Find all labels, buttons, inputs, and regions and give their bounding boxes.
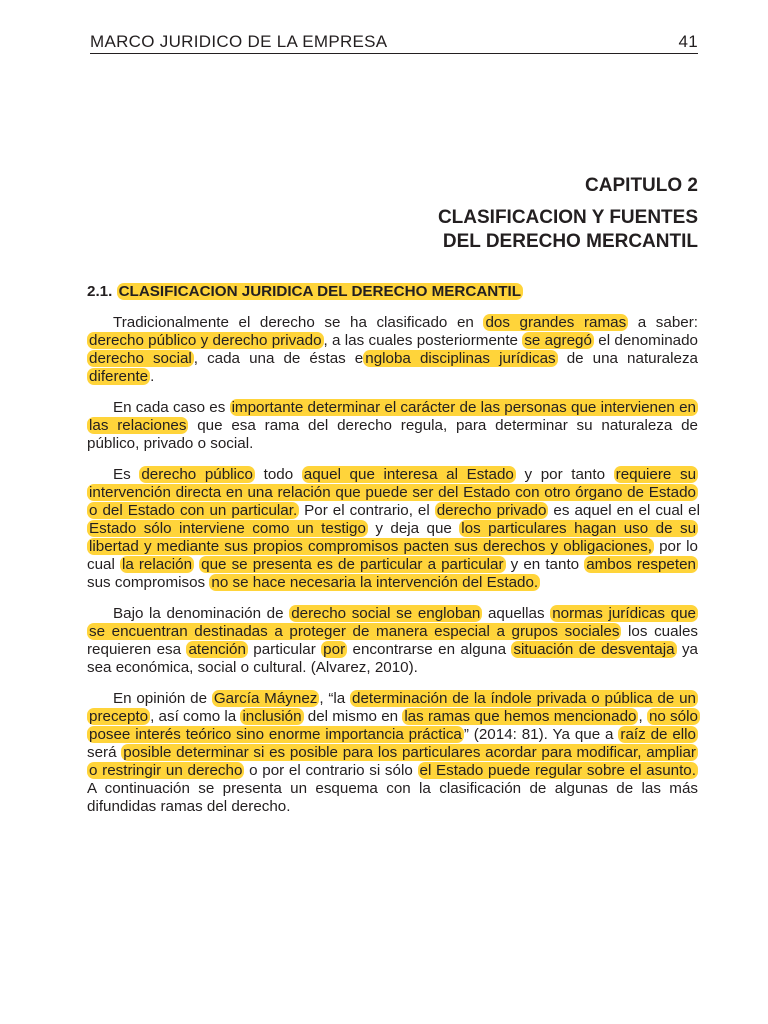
- highlighted-section-title: CLASIFICACION JURIDICA DEL DERECHO MERCANTIL: [118, 283, 522, 300]
- text-run: , así como la: [150, 708, 241, 725]
- highlight: Estado sólo interviene como un testigo: [89, 520, 366, 537]
- highlight: situación de desventaja: [513, 641, 675, 658]
- text-run: ya sea económica, social o cultural. (Alvarez, 2010).: [87, 641, 698, 676]
- highlight: las ramas que hemos mencionado: [404, 708, 637, 725]
- text-run: es aquel en el cual el: [548, 502, 700, 519]
- text-run: y por tanto: [515, 466, 614, 483]
- text-run: del mismo en: [303, 708, 403, 725]
- text-run: Tradicionalmente el derecho se ha clasificado en: [113, 314, 484, 331]
- text-run: ,: [638, 708, 647, 725]
- text-run: de una naturaleza: [557, 350, 698, 367]
- highlight: inclusión: [242, 708, 302, 725]
- highlight: que se presenta es de particular a particular: [201, 556, 504, 573]
- text-run: que esa rama del derecho regula, para determinar su naturaleza de público, privado o social.: [87, 417, 698, 452]
- text-run: A continuación se presenta un esquema con la clasificación de algunas de las más difundidas ramas del derecho.: [87, 780, 698, 815]
- highlight: ngloba disciplinas jurídicas: [365, 350, 556, 367]
- highlight: por: [323, 641, 346, 658]
- text-run: Bajo la denominación de: [113, 605, 290, 622]
- text-run: sus compromisos: [87, 574, 210, 591]
- chapter-number: CAPITULO 2: [585, 175, 698, 196]
- highlight: dos grandes ramas: [485, 314, 627, 331]
- highlight: derecho social: [89, 350, 192, 367]
- highlight: derecho público y derecho privado: [89, 332, 322, 349]
- text-run: por lo cual: [87, 538, 698, 573]
- text-run: Es: [113, 466, 140, 483]
- highlight: no sólo posee interés teórico sino enorme importancia práctica: [89, 708, 698, 743]
- highlight: importante determinar el carácter de las personas que intervienen en las relaciones: [89, 399, 696, 434]
- text-run: .: [150, 368, 155, 385]
- chapter-title-line-1: CLASIFICACION Y FUENTES: [437, 207, 698, 228]
- page-number: 41: [678, 32, 698, 51]
- running-header: [90, 32, 698, 54]
- text-run: los cuales requieren esa: [87, 623, 698, 658]
- highlight: la relación: [121, 556, 193, 573]
- section-heading: [87, 283, 698, 301]
- text-run: particular: [247, 641, 322, 658]
- text-run: será: [87, 744, 122, 761]
- text-run: todo: [254, 466, 302, 483]
- paragraph-2: [87, 399, 698, 453]
- highlight: derecho privado: [436, 502, 547, 519]
- highlight: normas jurídicas que se encuentran destinadas a proteger de manera especial a grupos sociales: [89, 605, 696, 640]
- text-run: ” (2014: 81). Ya que a: [463, 726, 619, 743]
- highlight: raíz de ello: [620, 726, 696, 743]
- highlight: determinación de la índole privada o pública de un precepto: [89, 690, 696, 725]
- section-number: 2.1.: [87, 283, 113, 300]
- highlight: aquel que interesa al Estado: [303, 466, 514, 483]
- highlight: derecho público: [141, 466, 253, 483]
- highlight: no se hace necesaria la intervención del Estado.: [211, 574, 539, 591]
- text-run: a saber:: [628, 314, 698, 331]
- highlight: diferente: [89, 368, 149, 385]
- highlight: requiere su intervención directa en una relación que puede ser del Estado con otro órgano de Estado o del Estado con un particular.: [89, 466, 697, 519]
- highlight: el Estado puede regular sobre el asunto.: [419, 762, 696, 779]
- text-run: aquellas: [482, 605, 551, 622]
- highlight: derecho social se engloban: [291, 605, 481, 622]
- text-run: el denominado: [593, 332, 698, 349]
- text-run: , a las cuales posteriormente: [323, 332, 523, 349]
- text-run: , “la: [319, 690, 351, 707]
- body-text: [87, 283, 698, 829]
- highlight: se agregó: [524, 332, 592, 349]
- chapter-heading: [198, 174, 698, 254]
- text-run: y en tanto: [505, 556, 585, 573]
- highlight: atención: [188, 641, 246, 658]
- paragraph-4: [87, 605, 698, 677]
- text-run: , cada una de éstas e: [193, 350, 364, 367]
- text-run: Por el contrario, el: [299, 502, 435, 519]
- highlight: posible determinar si es posible para los particulares acordar para modificar, ampliar o restringir un derecho: [89, 744, 696, 779]
- paragraph-3: [87, 466, 698, 592]
- text-run: o por el contrario si sólo: [244, 762, 418, 779]
- text-run: encontrarse en alguna: [347, 641, 512, 658]
- paragraph-1: [87, 314, 698, 386]
- highlight: ambos respeten: [586, 556, 696, 573]
- header-title: MARCO JURIDICO DE LA EMPRESA: [90, 32, 388, 51]
- highlight: García Máynez: [213, 690, 318, 707]
- chapter-title-line-2: DEL DERECHO MERCANTIL: [442, 231, 698, 252]
- paragraph-5: [87, 690, 698, 816]
- highlight: los particulares hagan uso de su libertad y mediante sus propios compromisos pacten sus derechos y obligaciones,: [89, 520, 697, 555]
- text-run: En opinión de: [113, 690, 212, 707]
- text-run: y deja que: [367, 520, 460, 537]
- text-run: En cada caso es: [113, 399, 230, 416]
